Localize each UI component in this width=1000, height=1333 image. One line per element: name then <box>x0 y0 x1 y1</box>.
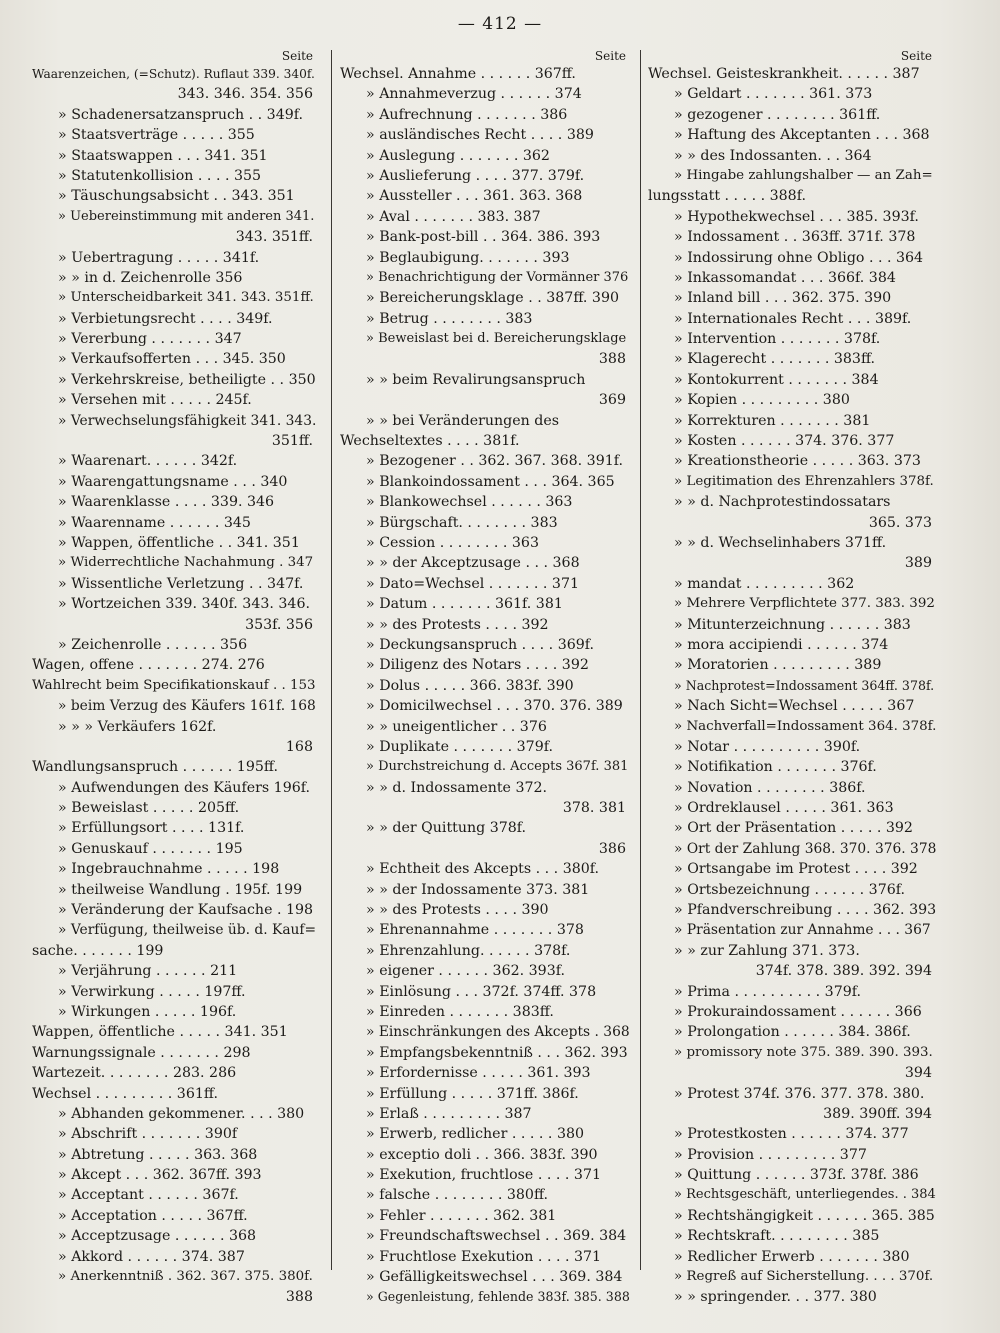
index-entry: » Beweislast . . . . . 205ff. <box>58 800 240 817</box>
index-entry: Wechsel. Geisteskrankheit. . . . . . 387 <box>648 66 920 82</box>
index-entry: » » » Verkäufers 162f. <box>58 718 217 735</box>
index-entry: » Verkehrskreise, betheiligte . . 350 <box>58 371 316 388</box>
index-entry: » » des Protests . . . . 390 <box>366 902 549 919</box>
index-entry: » Exekution, fruchtlose . . . . 371 <box>366 1167 601 1184</box>
index-entry: Wagen, offene . . . . . . . 274. 276 <box>32 657 265 674</box>
index-entry: 343. 351ff. <box>235 229 313 246</box>
index-entry: » Auslegung . . . . . . . 362 <box>366 147 550 164</box>
index-entry: » Moratorien . . . . . . . . . 389 <box>674 657 882 674</box>
index-entry: lungsstatt . . . . . 388f. <box>648 188 806 205</box>
index-entry: » Fruchtlose Exekution . . . . 371 <box>366 1248 602 1265</box>
index-entry: 374f. 378. 389. 392. 394 <box>755 963 932 980</box>
index-entry: » Wissentliche Verletzung . . 347f. <box>58 575 304 592</box>
index-entry: » Abtretung . . . . . 363. 368 <box>58 1146 258 1163</box>
index-entry: Wandlungsanspruch . . . . . . 195ff. <box>32 759 278 776</box>
index-entry: » Erfüllungsort . . . . 131f. <box>58 820 245 837</box>
index-entry: » Ort der Zahlung 368. 370. 376. 378 <box>674 840 936 857</box>
index-entry: » Blankoindossament . . . 364. 365 <box>366 473 615 490</box>
index-entry: » Einschränkungen des Akcepts . 368 <box>366 1024 630 1041</box>
index-entry: » Regreß auf Sicherstellung. . . . 370f. <box>674 1269 934 1285</box>
index-entries <box>648 64 936 1308</box>
index-entry: » Mitunterzeichnung . . . . . . 383 <box>674 616 911 633</box>
index-entry: » » zur Zahlung 371. 373. <box>674 942 860 959</box>
index-entry: » Inland bill . . . 362. 375. 390 <box>674 290 892 307</box>
index-entry: » Acceptzusage . . . . . . 368 <box>58 1228 257 1245</box>
index-entry: » Echtheit des Akcepts . . . 380f. <box>366 861 600 878</box>
index-entry: Warnungssignale . . . . . . . 298 <box>32 1044 251 1061</box>
index-entry: » Widerrechtliche Nachahmung . 347 <box>58 555 314 571</box>
index-entry: » Verwechselungsfähigkeit 341. 343. <box>58 412 317 429</box>
index-entry: » Erfordernisse . . . . . 361. 393 <box>366 1065 591 1082</box>
index-entry: 389 <box>904 555 932 572</box>
index-entry: » Durchstreichung d. Accepts 367f. 381 <box>366 759 629 775</box>
index-entry: » Protestkosten . . . . . . 374. 377 <box>674 1126 909 1143</box>
index-entry: » gezogener . . . . . . . . 361ff. <box>674 106 881 123</box>
index-entry: » » d. Wechselinhabers 371ff. <box>674 534 887 551</box>
index-entry: » Betrug . . . . . . . . 383 <box>366 310 533 327</box>
index-entry: Waarenzeichen, (=Schutz). Ruflaut 339. 340f. <box>32 67 315 81</box>
index-entry: » Täuschungsabsicht . . 343. 351 <box>58 188 295 205</box>
index-entry: » Statutenkollision . . . . 355 <box>58 167 262 184</box>
index-entry: » Aufwendungen des Käufers 196f. <box>58 779 311 796</box>
index-entry: » » uneigentlicher . . 376 <box>366 718 547 735</box>
index-entry: Wartezeit. . . . . . . . 283. 286 <box>32 1065 237 1082</box>
index-entry: 168 <box>285 738 313 755</box>
index-entry: » Bürgschaft. . . . . . . . 383 <box>366 514 558 531</box>
index-entry: » promissory note 375. 389. 390. 393. <box>674 1044 933 1060</box>
index-entries <box>340 64 630 1308</box>
index-entry: » Ort der Präsentation . . . . . 392 <box>674 820 913 837</box>
index-entry: 353f. 356 <box>245 616 313 633</box>
index-entry: » Staatsverträge . . . . . 355 <box>58 127 255 144</box>
index-entry: » Blankowechsel . . . . . . 363 <box>366 494 573 511</box>
index-entry: » Anerkenntniß . 362. 367. 375. 380f. <box>58 1269 313 1285</box>
column-header: Seite <box>281 49 313 63</box>
index-entry: » Rechtsgeschäft, unterliegendes. . 384 <box>674 1187 936 1203</box>
index-entry: » Ehrenzahlung. . . . . . 378f. <box>366 942 571 959</box>
index-entry: » » der Akceptzusage . . . 368 <box>366 555 580 572</box>
index-entry: » Gefälligkeitswechsel . . . 369. 384 <box>366 1269 623 1286</box>
index-entry: » Nach Sicht=Wechsel . . . . . 367 <box>674 698 915 715</box>
index-entry: » Bank-post-bill . . 364. 386. 393 <box>366 229 601 246</box>
index-entry: » Schadenersatzanspruch . . 349f. <box>58 106 304 123</box>
index-entry: » Inkassomandat . . . 366f. 384 <box>674 269 896 286</box>
index-entry: » Notar . . . . . . . . . . 390f. <box>674 738 861 755</box>
index-entry: 351ff. <box>271 433 313 450</box>
index-entry: » Uebertragung . . . . . 341f. <box>58 249 260 266</box>
index-entry: » Aufrechnung . . . . . . . 386 <box>366 106 568 123</box>
index-entry: » Aussteller . . . 361. 363. 368 <box>366 188 583 205</box>
index-entry: » Staatswappen . . . 341. 351 <box>58 147 268 164</box>
index-entry: » Duplikate . . . . . . . 379f. <box>366 738 553 755</box>
index-entry: » Einlösung . . . 372f. 374ff. 378 <box>366 983 597 1000</box>
index-entry: Wechsel. Annahme . . . . . . 367ff. <box>340 66 576 82</box>
index-entry: » Prima . . . . . . . . . . 379f. <box>674 983 862 1000</box>
index-entry: » Prolongation . . . . . . 384. 386f. <box>674 1024 911 1041</box>
index-entry: » » des Indossanten. . . 364 <box>674 147 872 164</box>
index-entry: » Indossirung ohne Obligo . . . 364 <box>674 249 924 266</box>
index-entry: 378. 381 <box>562 800 626 817</box>
index-entry: 343. 346. 354. 356 <box>177 86 313 103</box>
index-entry: » Auslieferung . . . . 377. 379f. <box>366 167 585 184</box>
index-entry: » » der Indossamente 373. 381 <box>366 881 590 898</box>
index-entry: » » d. Nachprotestindossatars <box>674 494 891 511</box>
index-entry: » mandat . . . . . . . . . 362 <box>674 575 855 592</box>
index-entry: 386 <box>598 840 626 857</box>
index-entry: » Erwerb, redlicher . . . . . 380 <box>366 1126 585 1143</box>
index-entry: » Korrekturen . . . . . . . 381 <box>674 412 871 429</box>
index-column-2 <box>340 48 630 1308</box>
index-entry: » Haftung des Akceptanten . . . 368 <box>674 127 930 144</box>
index-entries <box>32 64 317 1308</box>
index-entry: » Benachrichtigung der Vormänner 376 <box>366 269 629 285</box>
index-entry: » Kosten . . . . . . 374. 376. 377 <box>674 433 895 450</box>
index-entry: » Internationales Recht . . . 389f. <box>674 310 912 327</box>
index-entry: » Beglaubigung. . . . . . . 393 <box>366 249 570 266</box>
index-entry: » Aval . . . . . . . 383. 387 <box>366 208 541 225</box>
index-entry: » Mehrere Verpflichtete 377. 383. 392 <box>674 596 935 612</box>
index-entry: » mora accipiendi . . . . . . 374 <box>674 636 889 653</box>
index-entry: » Deckungsanspruch . . . . 369f. <box>366 636 595 653</box>
index-entry: » Hypothekwechsel . . . 385. 393f. <box>674 208 919 225</box>
index-entry: » Rechtshängigkeit . . . . . . 365. 385 <box>674 1207 935 1224</box>
index-entry: » Fehler . . . . . . . 362. 381 <box>366 1207 557 1224</box>
index-entry: » Akkord . . . . . . 374. 387 <box>58 1248 245 1265</box>
index-entry: » Intervention . . . . . . . 378f. <box>674 331 881 348</box>
index-entry: » ausländisches Recht . . . . 389 <box>366 127 594 144</box>
page-number: — 412 — <box>457 14 543 34</box>
column-divider <box>640 50 641 1270</box>
index-entry: » Versehen mit . . . . . 245f. <box>58 392 252 409</box>
index-entry: » Nachprotest=Indossament 364ff. 378f. <box>674 677 935 693</box>
index-entry: » Bezogener . . 362. 367. 368. 391f. <box>366 453 624 470</box>
index-entry: » Dolus . . . . . 366. 383f. 390 <box>366 677 574 694</box>
index-entry: » Acceptation . . . . . 367ff. <box>58 1207 248 1224</box>
index-entry: » Pfandverschreibung . . . . 362. 393 <box>674 902 936 919</box>
index-entry: » Verjährung . . . . . . 211 <box>58 963 238 980</box>
index-entry: » Unterscheidbarkeit 341. 343. 351ff. <box>58 290 314 306</box>
index-entry: » Ingebrauchnahme . . . . . 198 <box>58 861 280 878</box>
index-entry: » Verbietungsrecht . . . . 349f. <box>58 310 273 327</box>
index-entry: » Akcept . . . 362. 367ff. 393 <box>58 1167 262 1184</box>
index-entry: » Ordreklausel . . . . . 361. 363 <box>674 800 894 817</box>
index-entry: » Annahmeverzug . . . . . . 374 <box>366 86 582 103</box>
index-entry: » Abhanden gekommener. . . . 380 <box>58 1105 305 1122</box>
column-header: Seite <box>900 49 932 63</box>
index-entry: Wahlrecht beim Specifikationskauf . . 153 <box>32 677 316 693</box>
index-entry: » Wortzeichen 339. 340f. 343. 346. <box>58 596 311 613</box>
index-entry: » Quittung . . . . . . 373f. 378f. 386 <box>674 1167 919 1184</box>
index-entry: » Uebereinstimmung mit anderen 341. <box>58 208 315 224</box>
index-entry: » Freundschaftswechsel . . 369. 384 <box>366 1228 627 1245</box>
index-entry: » Indossament . . 363ff. 371f. 378 <box>674 229 916 246</box>
index-entry: » Rechtskraft. . . . . . . . . 385 <box>674 1228 880 1245</box>
index-entry: » Verwirkung . . . . . 197ff. <box>58 983 246 1000</box>
index-entry: » Erlaß . . . . . . . . . 387 <box>366 1105 532 1122</box>
index-entry: » Erfüllung . . . . . 371ff. 386f. <box>366 1085 579 1102</box>
index-entry: » Bereicherungsklage . . 387ff. 390 <box>366 290 619 307</box>
index-entry: » Verfügung, theilweise üb. d. Kauf= <box>58 922 317 939</box>
index-entry: Wechsel . . . . . . . . . 361ff. <box>32 1085 218 1102</box>
index-entry: » Abschrift . . . . . . . 390f <box>58 1126 238 1143</box>
index-entry: » Beweislast bei d. Bereicherungsklage <box>366 331 627 347</box>
index-entry: » Einreden . . . . . . . 383ff. <box>366 1003 554 1020</box>
index-column-1 <box>32 48 317 1308</box>
index-entry: » Kreationstheorie . . . . . 363. 373 <box>674 453 921 470</box>
index-entry: » Klagerecht . . . . . . . 383ff. <box>674 351 876 368</box>
index-entry: » Waarengattungsname . . . 340 <box>58 473 288 490</box>
index-entry: 388 <box>285 1289 313 1306</box>
index-entry: » Hingabe zahlungshalber — an Zah= <box>674 167 933 183</box>
index-entry: » Kontokurrent . . . . . . . 384 <box>674 371 879 388</box>
index-entry: » Domicilwechsel . . . 370. 376. 389 <box>366 698 623 715</box>
index-entry: » Waarenname . . . . . . 345 <box>58 514 251 531</box>
index-entry: » falsche . . . . . . . . 380ff. <box>366 1187 549 1204</box>
index-column-3 <box>648 48 936 1308</box>
index-entry: » » der Quittung 378f. <box>366 820 527 837</box>
index-entry: 365. 373 <box>868 514 932 531</box>
index-entry: » Dato=Wechsel . . . . . . . 371 <box>366 575 579 592</box>
index-entry: » Ortsangabe im Protest . . . . 392 <box>674 861 918 878</box>
index-entry: » theilweise Wandlung . 195f. 199 <box>58 881 303 898</box>
index-entry: » Acceptant . . . . . . 367f. <box>58 1187 239 1204</box>
index-entry: sache. . . . . . . 199 <box>32 942 164 959</box>
column-divider <box>331 50 332 1270</box>
index-entry: » eigener . . . . . . 362. 393f. <box>366 963 565 980</box>
index-entry: » Redlicher Erwerb . . . . . . . 380 <box>674 1248 910 1265</box>
index-entry: 388 <box>598 351 626 368</box>
index-entry: » Kopien . . . . . . . . . 380 <box>674 392 850 409</box>
index-entry: » Wappen, öffentliche . . 341. 351 <box>58 534 300 551</box>
index-entry: » » springender. . . 377. 380 <box>674 1289 877 1306</box>
index-entry: Wappen, öffentliche . . . . . 341. 351 <box>32 1024 288 1041</box>
index-entry: » Gegenleistung, fehlende 383f. 385. 388 <box>366 1289 630 1305</box>
index-entry: 394 <box>904 1065 932 1082</box>
index-entry: » beim Verzug des Käufers 161f. 168 <box>58 698 316 715</box>
index-entry: » Ehrenannahme . . . . . . . 378 <box>366 922 584 939</box>
index-entry: » Verkaufsofferten . . . 345. 350 <box>58 351 286 368</box>
index-entry: » » bei Veränderungen des <box>366 412 560 429</box>
index-entry: » Nachverfall=Indossament 364. 378f. <box>674 718 936 734</box>
index-entry: » Novation . . . . . . . . 386f. <box>674 779 866 796</box>
index-entry: » » des Protests . . . . 392 <box>366 616 549 633</box>
index-entry: » Diligenz des Notars . . . . 392 <box>366 657 589 674</box>
column-header: Seite <box>594 49 626 63</box>
index-entry: 369 <box>598 392 626 409</box>
index-entry: » Genuskauf . . . . . . . 195 <box>58 840 243 857</box>
index-entry: » Provision . . . . . . . . . 377 <box>674 1146 867 1163</box>
index-entry: » Datum . . . . . . . 361f. 381 <box>366 596 563 613</box>
index-entry: Wechseltextes . . . . 381f. <box>340 433 520 450</box>
index-entry: 389. 390ff. 394 <box>823 1105 932 1122</box>
index-entry: » Geldart . . . . . . . 361. 373 <box>674 86 873 103</box>
index-entry: » Legitimation des Ehrenzahlers 378f. <box>674 473 934 489</box>
index-entry: » Veränderung der Kaufsache . 198 <box>58 902 314 919</box>
index-entry: » Protest 374f. 376. 377. 378. 380. <box>674 1085 925 1102</box>
index-entry: » exceptio doli . . 366. 383f. 390 <box>366 1146 598 1163</box>
index-entry: » Empfangsbekenntniß . . . 362. 393 <box>366 1044 628 1061</box>
index-entry: » Waarenart. . . . . . 342f. <box>58 453 238 470</box>
index-entry: » » in d. Zeichenrolle 356 <box>58 269 243 286</box>
index-entry: » Wirkungen . . . . . 196f. <box>58 1003 237 1020</box>
index-entry: » Prokuraindossament . . . . . . 366 <box>674 1003 922 1020</box>
index-entry: » » beim Revalirungsanspruch <box>366 371 586 388</box>
index-entry: » » d. Indossamente 372. <box>366 779 548 796</box>
index-entry: » Cession . . . . . . . . 363 <box>366 534 539 551</box>
index-entry: » Notifikation . . . . . . . 376f. <box>674 759 877 776</box>
index-entry: » Präsentation zur Annahme . . . 367 <box>674 922 931 939</box>
index-entry: » Vererbung . . . . . . . 347 <box>58 331 242 348</box>
index-entry: » Ortsbezeichnung . . . . . . 376f. <box>674 881 906 898</box>
index-entry: » Waarenklasse . . . . 339. 346 <box>58 494 275 511</box>
index-entry: » Zeichenrolle . . . . . . 356 <box>58 636 248 653</box>
